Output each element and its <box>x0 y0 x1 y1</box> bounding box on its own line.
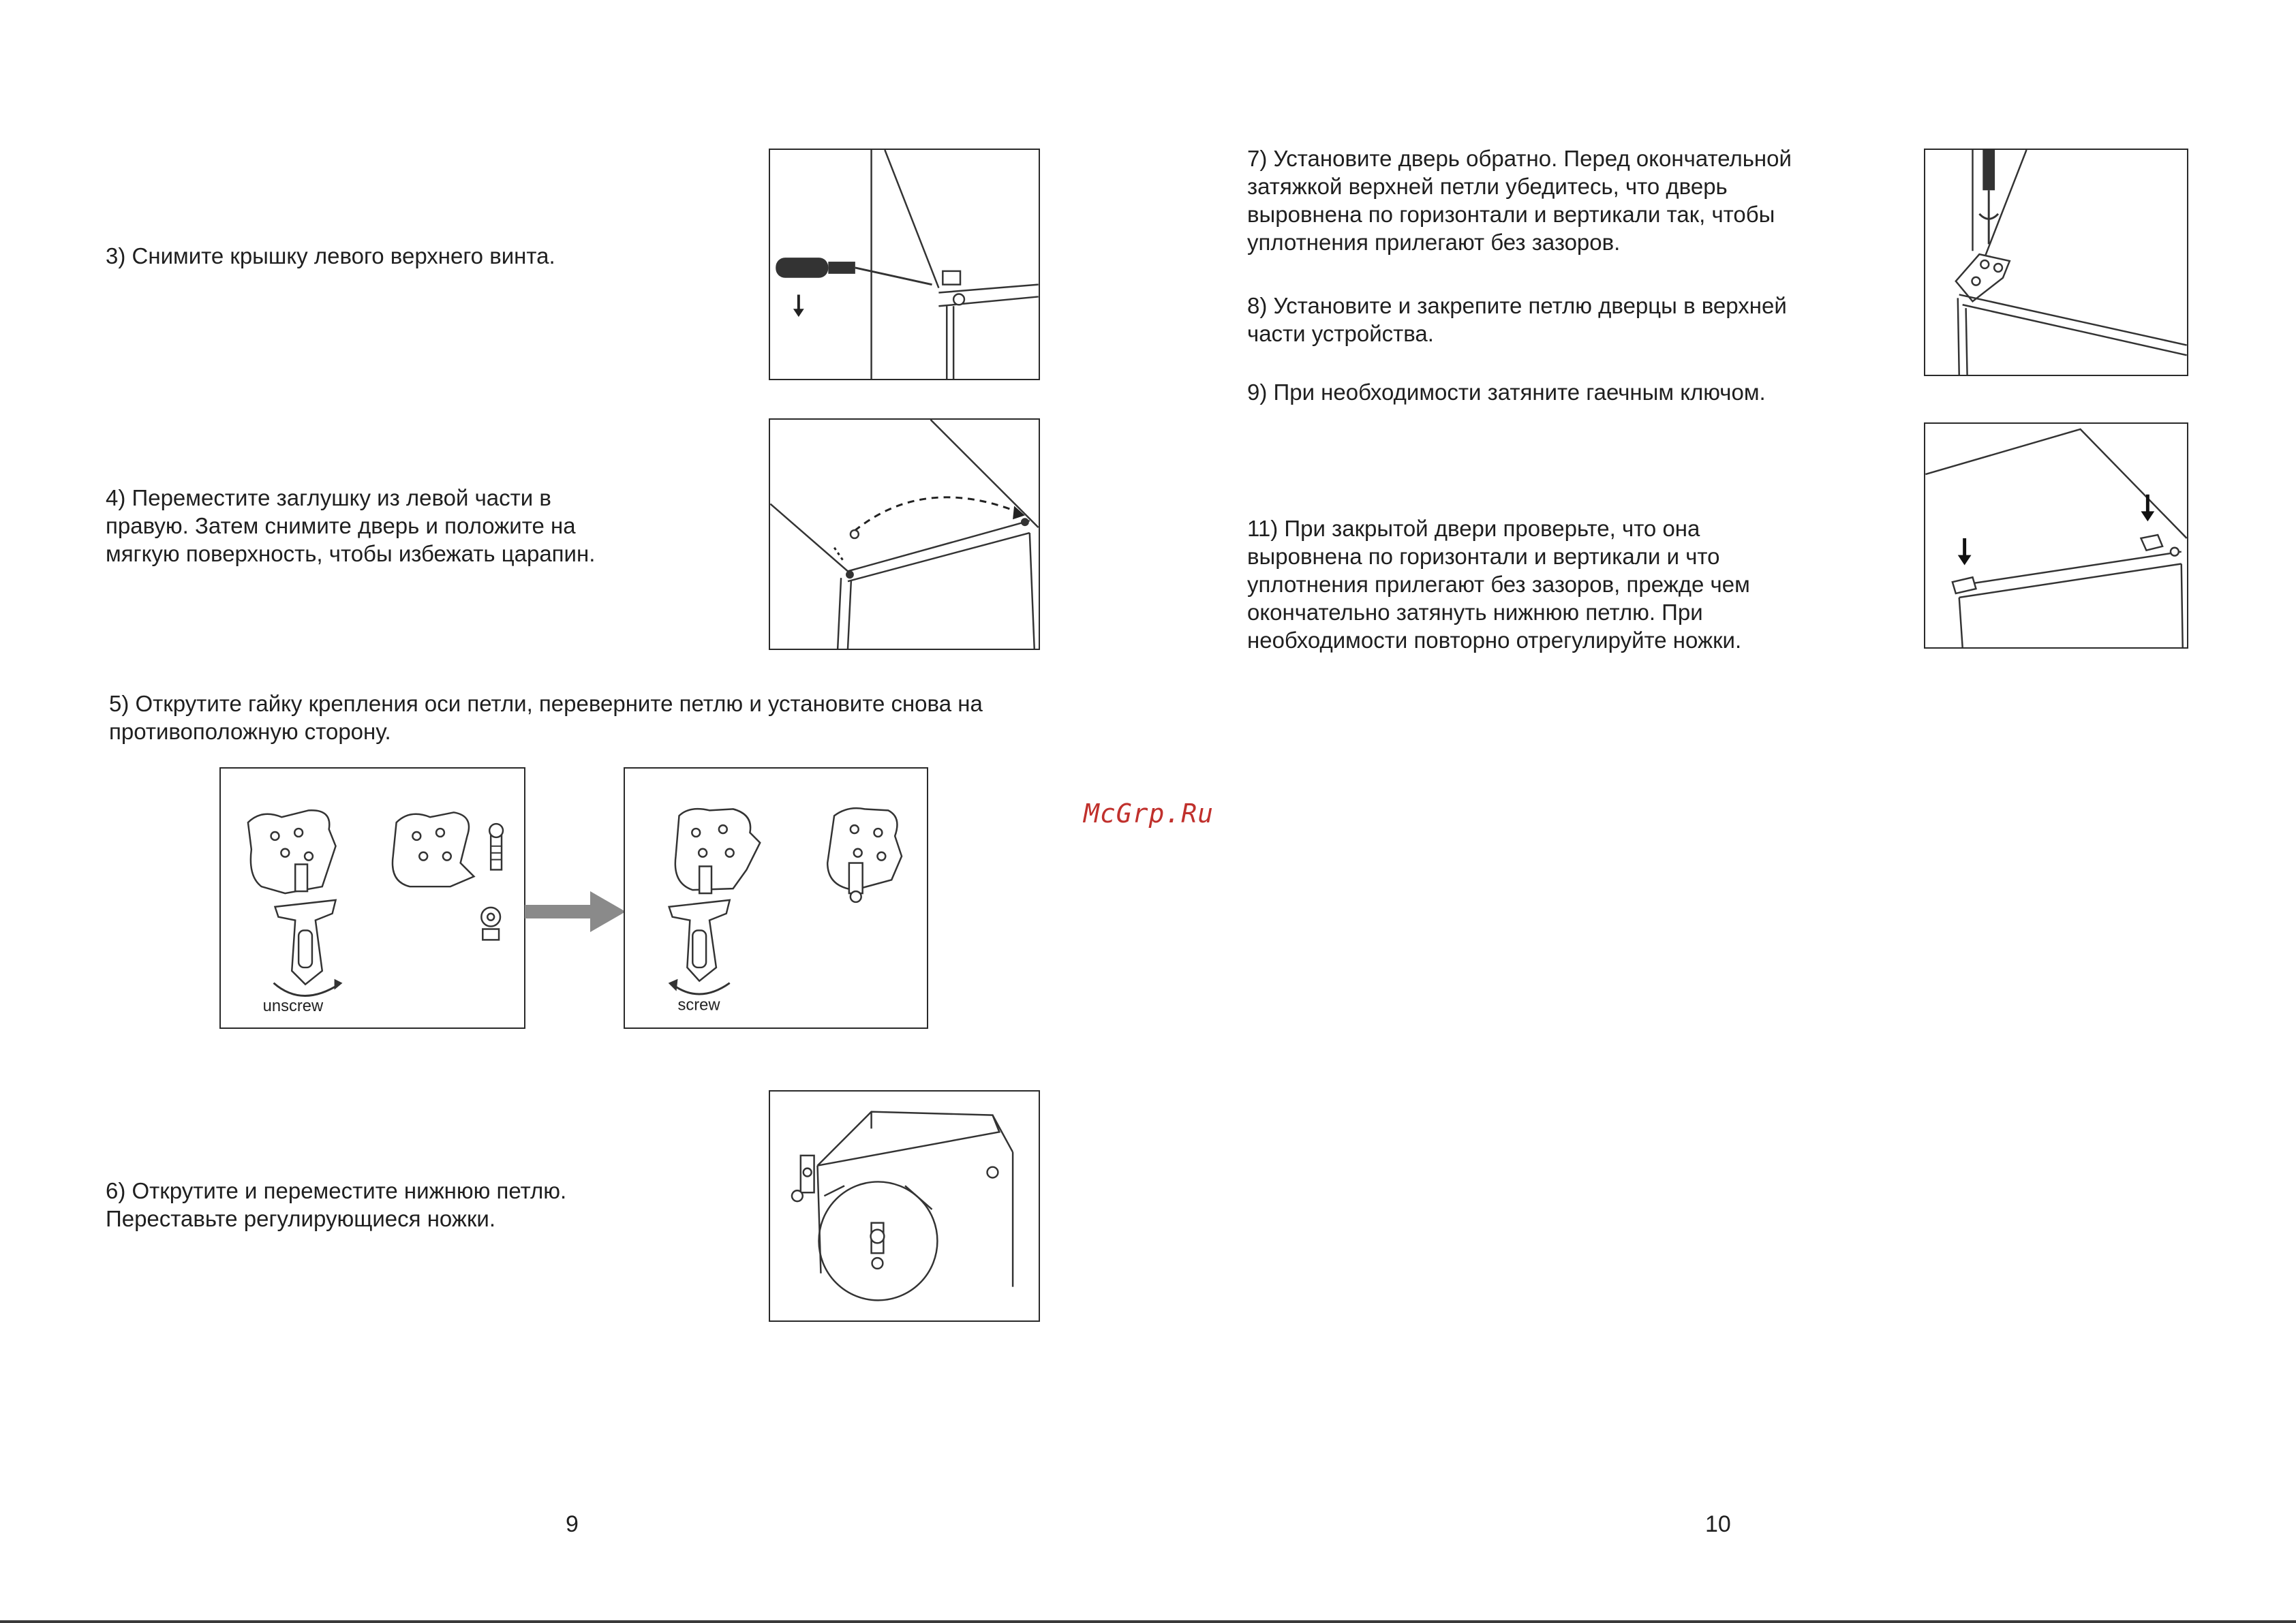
page-number-right: 10 <box>1705 1511 1731 1537</box>
figure-screw-hinge <box>624 767 928 1029</box>
figure-install-top-hinge <box>1924 149 2188 376</box>
screw-label: screw <box>677 995 720 1015</box>
step-8-text: 8) Установите и закрепите петлю дверцы в верхней части устройства. <box>1247 293 1787 346</box>
step-6-text: 6) Открутите и переместите нижнюю петлю. Переставьте регулирующиеся ножки. <box>106 1178 567 1231</box>
step-7-text: 7) Установите дверь обратно. Перед окончательной затяжкой верхней петли убедитесь, что дверь выровнена по горизонтали и вертикали так, чтобы уплотнения прилегают без зазоров. <box>1247 146 1792 255</box>
bottom-rule <box>0 1620 2296 1623</box>
step-3-text: 3) Снимите крышку левого верхнего винта. <box>106 243 555 268</box>
figure-bottom-hinge <box>769 1090 1040 1322</box>
step-11-text: 11) При закрытой двери проверьте, что она выровнена по горизонтали и вертикали и что уплотнения прилегают без зазоров, прежде чем окончательно затянуть нижнюю петлю. При необходимости повторно отрегулируйте ножки. <box>1247 516 1750 653</box>
step-4-text: 4) Переместите заглушку из левой части в правую. Затем снимите дверь и положите на мягкую поверхность, чтобы избежать царапин. <box>106 485 596 566</box>
figure-check-door <box>1924 422 2188 649</box>
unscrew-label: unscrew <box>262 997 324 1016</box>
figure-unscrew-hinge <box>219 767 525 1029</box>
arrow-right-icon <box>525 891 626 932</box>
figure-remove-screw-cap <box>769 149 1040 380</box>
page-number-left: 9 <box>566 1511 579 1537</box>
watermark: McGrp.Ru <box>1084 799 1214 829</box>
step-5-text: 5) Открутите гайку крепления оси петли, переверните петлю и установите снова на противоположную сторону. <box>109 691 983 744</box>
step-9-text: 9) При необходимости затяните гаечным ключом. <box>1247 380 1766 405</box>
figure-move-plug <box>769 418 1040 650</box>
